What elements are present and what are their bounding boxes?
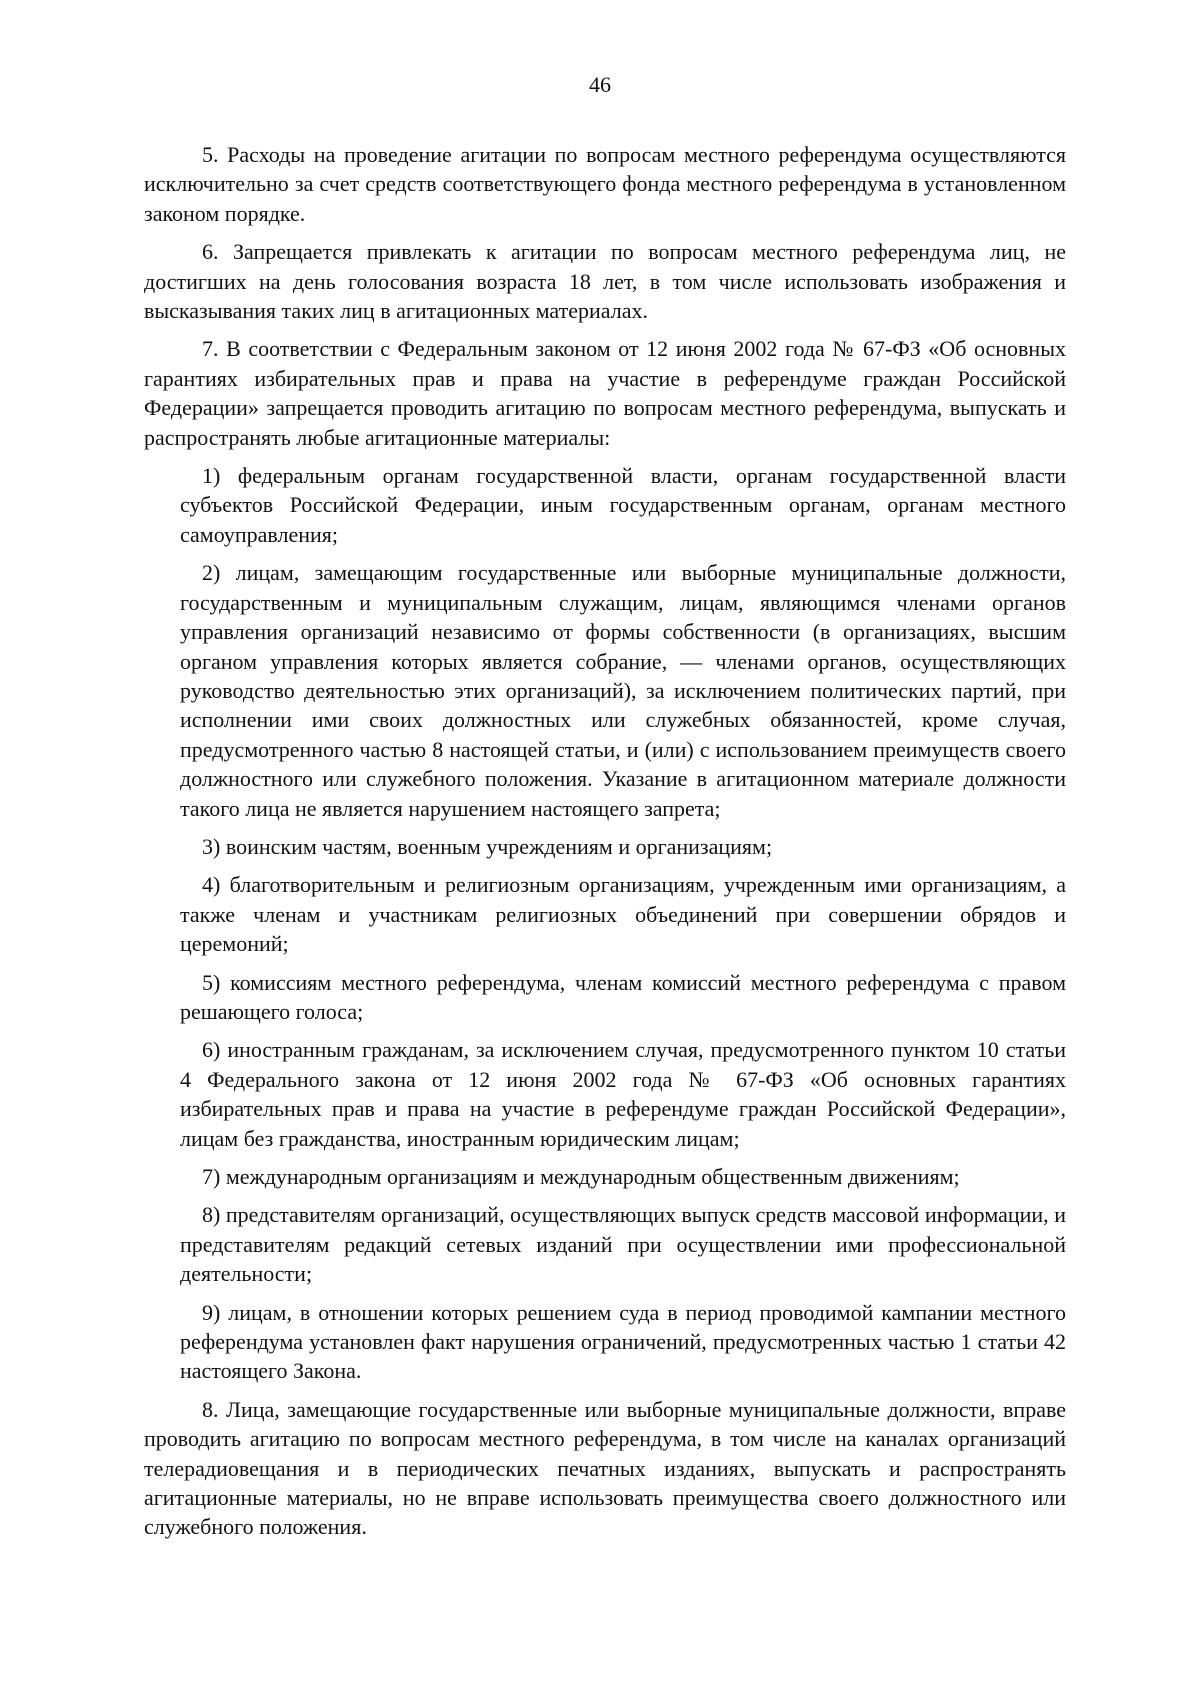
- paragraph-6: 6. Запрещается привлекать к агитации по вопросам местного референдума лиц, не достигших на день голосования возраста 18 лет, в том числе использовать изображения и высказывания таких лиц в агитационных материалах.: [144, 239, 1066, 324]
- list-item-9: 9) лицам, в отношении которых решением суда в период проводимой кампании местного референдума установлен факт нарушения ограничений, предусмотренных частью 1 статьи 42 настоящего Закона.: [180, 1299, 1066, 1384]
- paragraph-5: 5. Расходы на проведение агитации по вопросам местного референдума осуществляются исключительно за счет средств соответствующего фонда местного референдума в установленном законом порядке.: [144, 142, 1066, 226]
- list-item-3: 3) воинским частям, военным учреждениям и организациям;: [202, 833, 773, 859]
- document-body: [144, 140, 1066, 1551]
- list-item-4: 4) благотворительным и религиозным организациям, учрежденным ими организациям, а также членам и участникам религиозных объединений при совершении обрядов и церемоний;: [180, 872, 1066, 957]
- list-item-2: 2) лицам, замещающим государственные или выборные муниципальные должности, государственным и муниципальным служащим, лицам, являющимся членами органов управления организаций независимо от формы собственности (в организациях, высшим органом управления которых является собрание, — членами органов, осуществляющих руководство деятельностью этих организаций), за исключением политических партий, при исполнении ими своих должностных или служебных обязанностей, кроме случая, предусмотренного частью 8 настоящей статьи, и (или) с использованием преимуществ своего должностного или служебного положения. Указание в агитационном материале должности такого лица не является нарушением настоящего запрета;: [180, 560, 1066, 821]
- paragraph-7: 7. В соответствии с Федеральным законом от 12 июня 2002 года № 67-ФЗ «Об основных гарантиях избирательных прав и права на участие в референдуме граждан Российской Федерации» запрещается проводить агитацию по вопросам местного референдума, выпускать и распространять любые агитационные материалы:: [144, 336, 1066, 450]
- paragraph-8: 8. Лица, замещающие государственные или выборные муниципальные должности, вправе проводить агитацию по вопросам местного референдума, в том числе на каналах организаций телерадиовещания и в периодических печатных изданиях, выпускать и распространять агитационные материалы, но не вправе использовать преимущества своего должностного или служебного положения.: [144, 1396, 1066, 1540]
- list-item-6: 6) иностранным гражданам, за исключением случая, предусмотренного пунктом 10 статьи 4 Федерального закона от 12 июня 2002 года № 67-ФЗ «Об основных гарантиях избирательных прав и права на участие в референдуме граждан Российской Федерации», лицам без гражданства, иностранным юридическим лицам;: [180, 1037, 1066, 1151]
- list-item-7: 7) международным организациям и международным общественным движениям;: [202, 1164, 960, 1189]
- page-number: 46: [589, 72, 611, 97]
- list-item-8: 8) представителям организаций, осуществляющих выпуск средств массовой информации, и представителям редакций сетевых изданий при осуществлении ими профессиональной деятельности;: [180, 1202, 1066, 1287]
- list-item-1: 1) федеральным органам государственной власти, органам государственной власти субъектов Российской Федерации, иным государственным органам, органам местного самоуправления;: [180, 463, 1066, 547]
- list-item-5: 5) комиссиям местного референдума, членам комиссий местного референдума с правом решающего голоса;: [180, 969, 1066, 1024]
